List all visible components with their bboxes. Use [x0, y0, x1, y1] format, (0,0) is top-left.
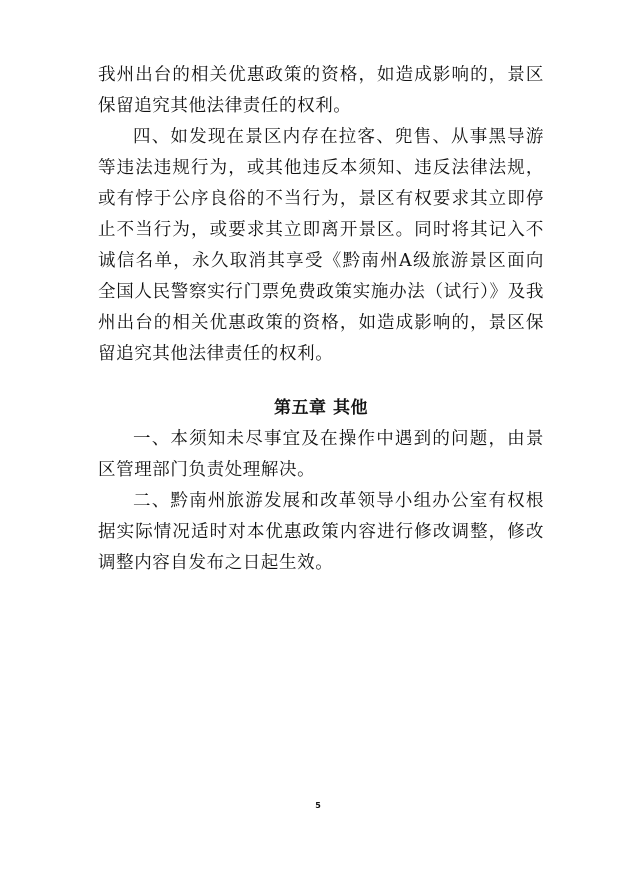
- paragraph-clause-one: 一、本须知未尽事宜及在操作中遇到的问题，由景区管理部门负责处理解决。: [98, 429, 544, 480]
- page-content: [98, 60, 544, 579]
- page-number: 5: [315, 801, 321, 810]
- paragraph-clause-two: 二、黔南州旅游发展和改革领导小组办公室有权根据实际情况适时对本优惠政策内容进行修改调整，修改调整内容自发布之日起生效。: [98, 491, 544, 573]
- paragraph-clause-four: 四、如发现在景区内存在拉客、兜售、从事黑导游等违法违规行为，或其他违反本须知、违反法律法规，或有悖于公序良俗的不当行为，景区有权要求其立即停止不当行为，或要求其立即离开景区。同时将其记入不诚信名单，永久取消其享受《黔南州A级旅游景区面向全国人民警察实行门票免费政策实施办法（试行）》及我州出台的相关优惠政策的资格，如造成影响的，景区保留追究其他法律责任的权利。: [98, 127, 544, 364]
- chapter-heading: 第五章 其他: [274, 398, 368, 418]
- paragraph-continuation: 我州出台的相关优惠政策的资格，如造成影响的，景区保留追究其他法律责任的权利。: [98, 65, 544, 116]
